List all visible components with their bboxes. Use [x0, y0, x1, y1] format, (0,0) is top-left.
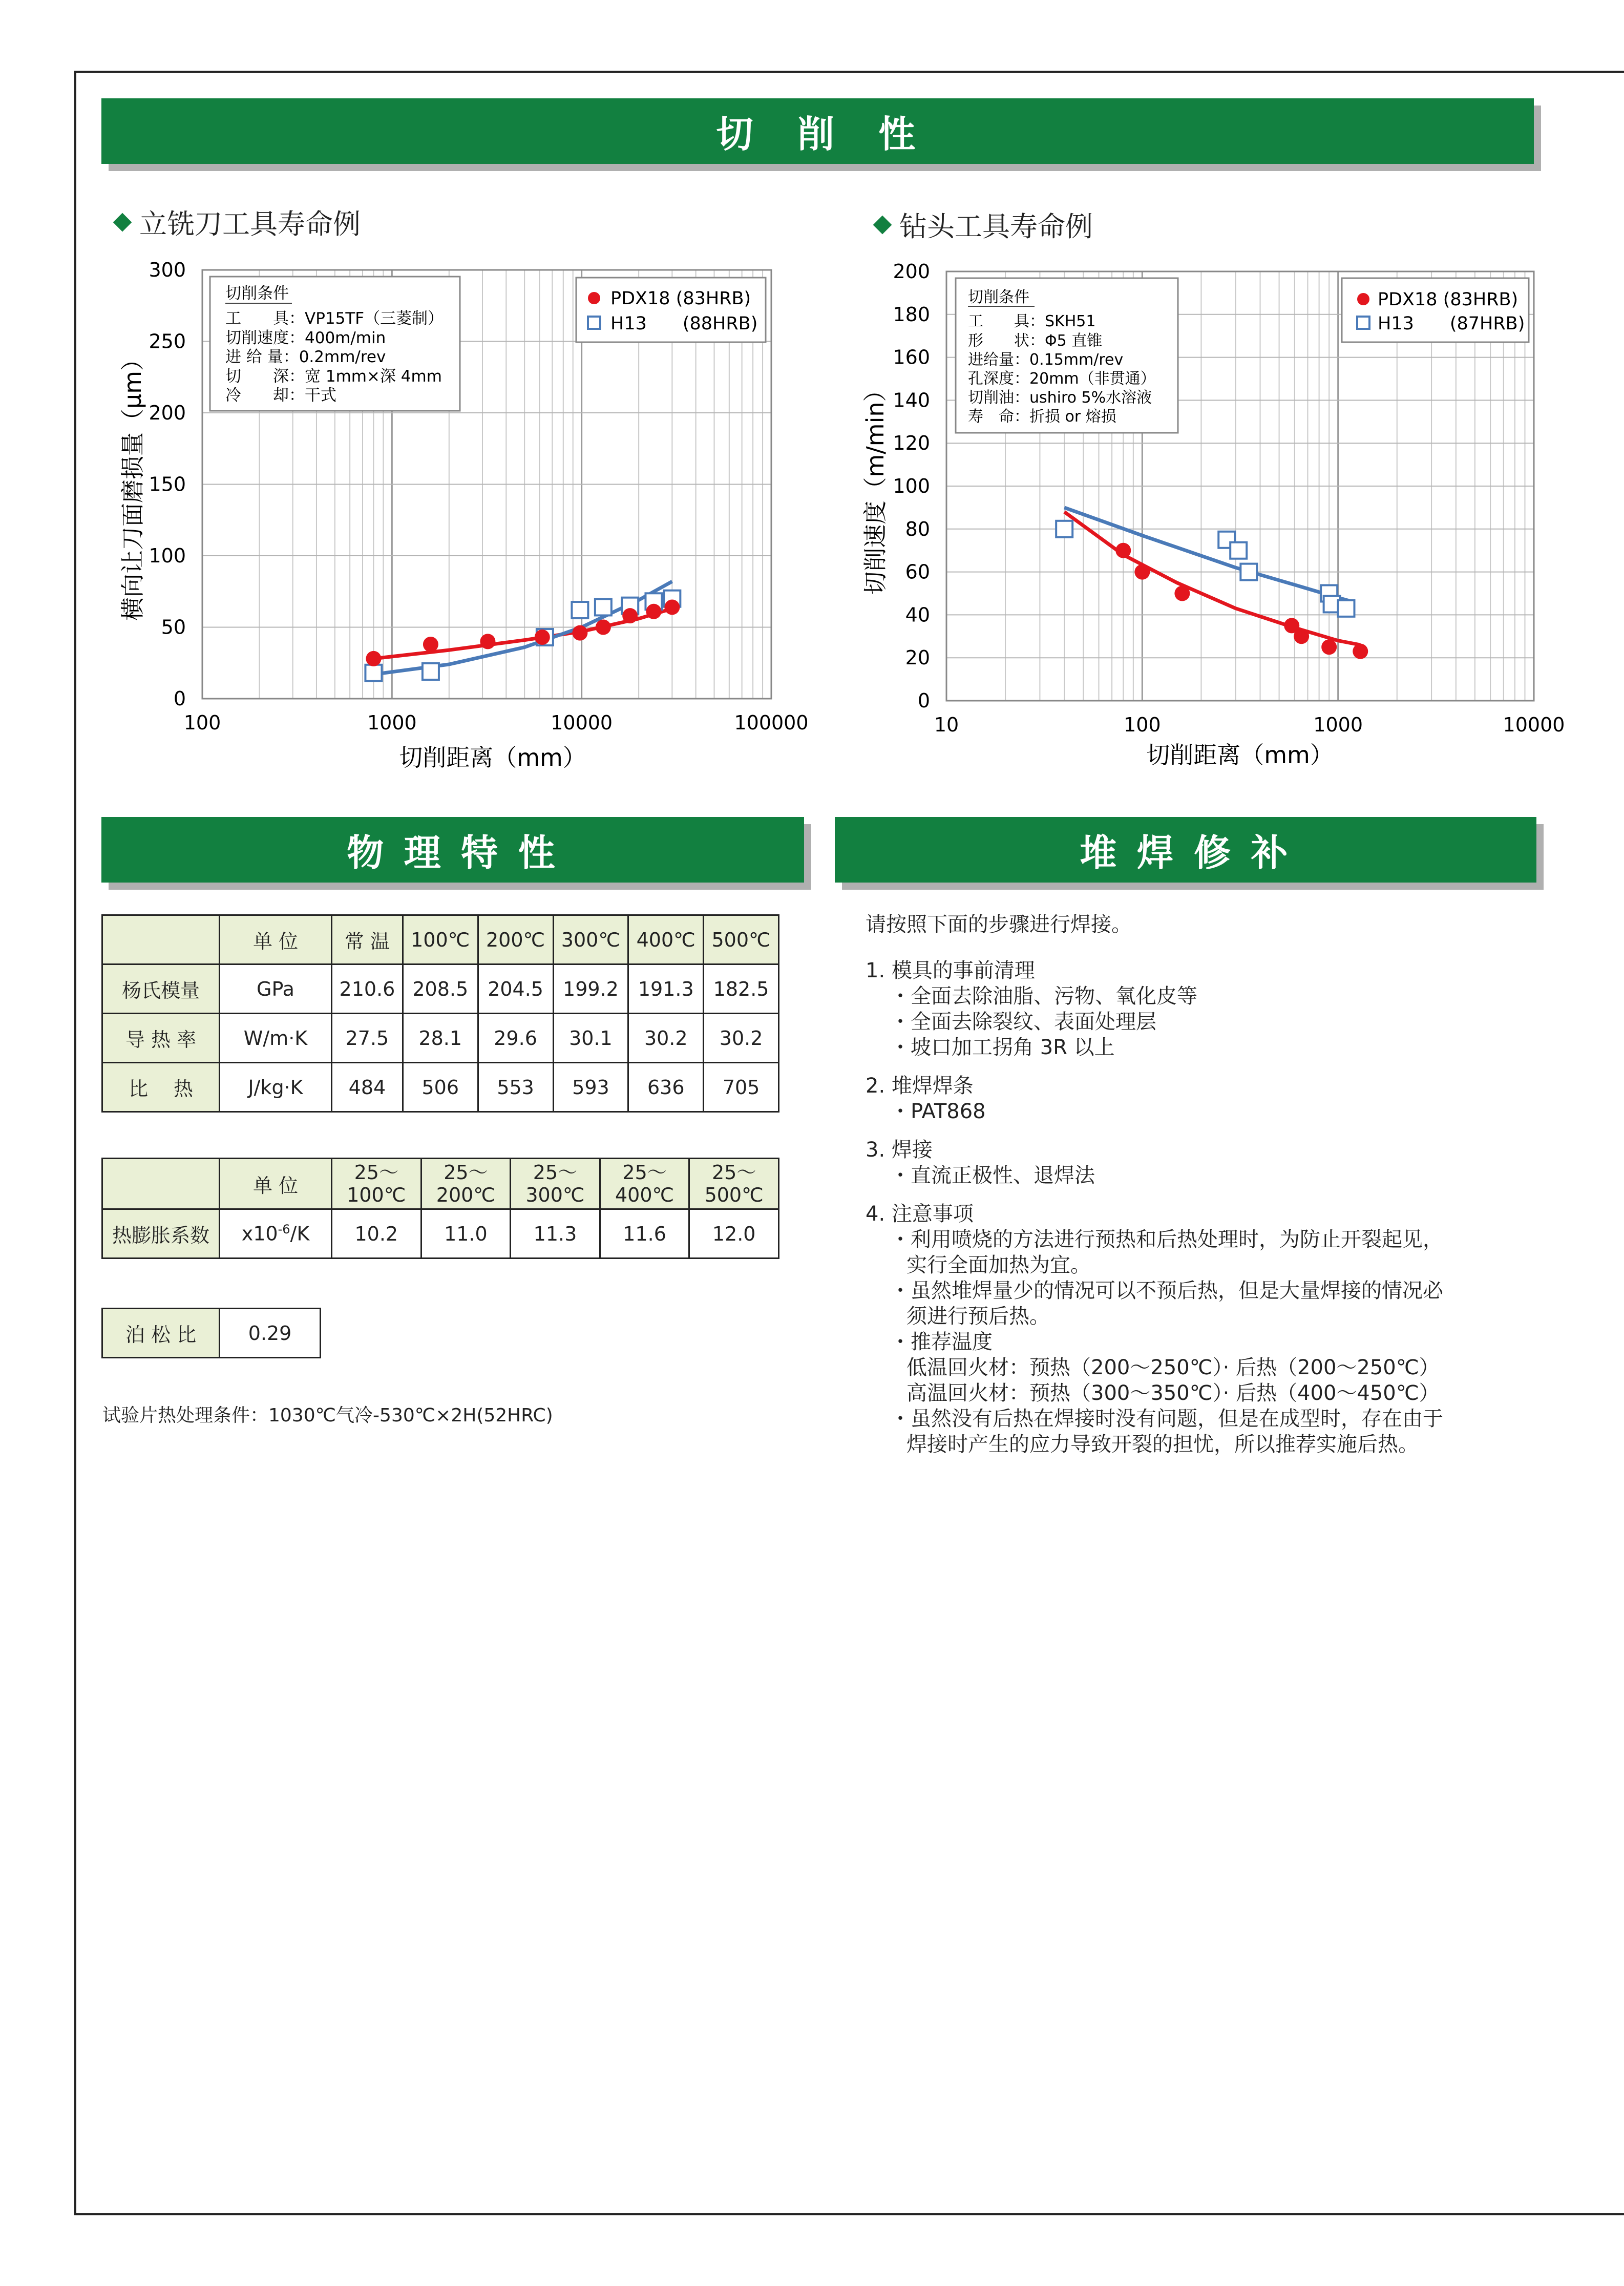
table-row [102, 1309, 321, 1358]
welding-item: ・全面去除油脂、污物、氧化皮等 [890, 984, 1197, 1008]
cutting-band: 切 削 性 [101, 98, 1534, 164]
table1-header-row [102, 915, 779, 964]
heat-treatment-note: 试验片热处理条件：1030℃气冷-530℃×2H(52HRC) [102, 1405, 553, 1426]
welding-item: ・全面去除裂纹、表面处理层 [890, 1010, 1156, 1034]
chart2-fits [1064, 508, 1360, 645]
table3-label: 泊 松 比 [102, 1309, 220, 1358]
c2-ytick-label: 100 [893, 475, 930, 497]
table1-cell: 208.5 [403, 964, 478, 1014]
table2-cell: 11.6 [600, 1209, 689, 1259]
c2-ytick-label: 160 [893, 346, 930, 369]
table2-header-bottom: 400℃ [615, 1184, 674, 1206]
chart2-condition-4: 切削油：ushiro 5%水溶液 [968, 389, 1152, 407]
table2-header-cell [332, 1159, 421, 1209]
welding-item: ・利用喷烧的方法进行预热和后热处理时，为防止开裂起见， [890, 1228, 1443, 1251]
chart2-legend-pdx: PDX18 (83HRB) [1378, 289, 1518, 310]
c1-xtick-label: 1000 [367, 711, 417, 734]
welding-step-2: 2. 堆焊焊条 [866, 1074, 974, 1098]
welding-item: ・坡口加工拐角 3R 以上 [890, 1036, 1115, 1059]
table2-header-unit: 单 位 [220, 1159, 332, 1209]
c2-h13-point [1338, 600, 1354, 617]
chart2-condition-3: 孔深度：20mm（非贯通） [968, 370, 1156, 388]
table2-header-top: 25～ [712, 1161, 756, 1184]
table1-cell: 210.6 [332, 964, 403, 1014]
chart2-condition-0: 工 具：SKH51 [968, 312, 1096, 330]
table1-cell: 636 [628, 1063, 704, 1112]
table1-cell: GPa [220, 964, 332, 1014]
table2-row-label: 热膨胀系数 [102, 1209, 220, 1259]
chart2-ylabel: 切削速度（m/min） [861, 378, 889, 595]
table1-cell: 506 [403, 1063, 478, 1112]
chart1-condition-3: 切 深：宽 1mm×深 4mm [225, 367, 442, 386]
table1-cell: 553 [478, 1063, 553, 1112]
chart1-condition-1: 切削速度：400m/min [225, 329, 386, 347]
chart1-conditions-title: 切削条件 [225, 284, 289, 303]
c1-ytick-label: 250 [149, 330, 186, 353]
welding-text [866, 912, 1583, 1457]
table2-header-top: 25～ [354, 1161, 398, 1184]
chart1-subtitle-text: 立铣刀工具寿命例 [139, 208, 361, 240]
welding-item-cont: 低温回火材：预热（200～250℃）· 后热（200～250℃） [906, 1356, 1440, 1379]
table2-header-cell [600, 1159, 689, 1209]
table2-cell: 12.0 [689, 1209, 779, 1259]
chart1-legend-pdx: PDX18 (83HRB) [610, 288, 751, 309]
physical-band: 物 理 特 性 [101, 817, 804, 883]
table1-row-label: 比 热 [102, 1063, 220, 1112]
c2-pdx18-point [1115, 543, 1131, 558]
table2-cell: 10.2 [332, 1209, 421, 1259]
table1-header-cell [102, 915, 220, 964]
table1-cell: 30.2 [704, 1014, 779, 1063]
c2-ytick-label: 120 [893, 432, 930, 455]
welding-item: ・直流正极性、退焊法 [890, 1164, 1095, 1187]
table1-header-cell: 200℃ [478, 915, 553, 964]
c1-ytick-label: 300 [149, 259, 186, 281]
welding-intro: 请按照下面的步骤进行焊接。 [866, 913, 1132, 936]
welding-item: ・虽然堆焊量少的情况可以不预后热，但是大量焊接的情况必 [890, 1279, 1443, 1303]
chart2-condition-1: 形 状：Φ5 直锥 [968, 332, 1103, 350]
chart2-conditions-title: 切削条件 [968, 288, 1029, 306]
chart2-subtitle-text: 钻头工具寿命例 [899, 211, 1093, 243]
table1-cell: 30.2 [628, 1014, 704, 1063]
table1-header-cell: 常 温 [332, 915, 403, 964]
table1-cell: 705 [704, 1063, 779, 1112]
table2-header-cell [689, 1159, 779, 1209]
c2-ytick-label: 180 [893, 303, 930, 326]
c1-ytick-label: 200 [149, 402, 186, 424]
frame-bottom [74, 2213, 1624, 2215]
chart2-legend-h13: H13 (87HRB) [1378, 313, 1525, 334]
table1-cell: 182.5 [704, 964, 779, 1014]
table1-header-cell: 400℃ [628, 915, 704, 964]
chart1-legend-h13: H13 (88HRB) [610, 313, 758, 334]
table2-unit-cell [220, 1209, 332, 1259]
c2-ytick-label: 140 [893, 389, 930, 412]
table2-header-row [102, 1159, 779, 1209]
chart1-ylabel: 横向让刀面磨损量（μm） [119, 347, 146, 621]
chart2 [0, 0, 1624, 799]
table1-cell: 191.3 [628, 964, 704, 1014]
welding-step-3: 3. 焊接 [866, 1138, 933, 1162]
table1-cell: 593 [553, 1063, 628, 1112]
welding-item-cont: 高温回火材：预热（300～350℃）· 后热（400～450℃） [906, 1381, 1440, 1405]
poisson-table [101, 1308, 321, 1358]
c2-pdx18-point [1353, 644, 1368, 659]
table1-header-cell: 300℃ [553, 915, 628, 964]
table2-header-bottom: 100℃ [347, 1184, 406, 1206]
table3-value: 0.29 [220, 1309, 321, 1358]
welding-item: ・推荐温度 [890, 1330, 993, 1354]
c2-ytick-label: 200 [893, 260, 930, 283]
chart1-condition-2: 进 给 量：0.2mm/rev [225, 348, 386, 366]
chart2-legend-h13-marker [1357, 317, 1369, 329]
c2-h13-point [1056, 521, 1072, 537]
c2-pdx18-point [1134, 564, 1150, 580]
table2-header-cell [511, 1159, 600, 1209]
c1-ytick-label: 100 [149, 544, 186, 567]
c1-xtick-label: 100000 [734, 711, 809, 734]
table1-cell: 204.5 [478, 964, 553, 1014]
table-row [102, 1063, 779, 1112]
c1-ytick-label: 0 [173, 687, 186, 710]
welding-item-cont: 实行全面加热为宜。 [906, 1253, 1091, 1277]
table1-row-label: 杨氏模量 [102, 964, 220, 1014]
c1-ytick-label: 150 [149, 473, 186, 496]
table2-header-top: 25～ [533, 1161, 578, 1184]
welding-step-1: 1. 模具的事前清理 [866, 959, 1035, 982]
c2-xtick-label: 10 [934, 714, 959, 736]
table1-header-cell: 单 位 [220, 915, 332, 964]
c2-pdx18-point [1294, 628, 1309, 644]
c2-ytick-label: 60 [905, 560, 930, 583]
c1-xtick-label: 100 [183, 711, 221, 734]
physical-properties-table [101, 914, 779, 1113]
chart1-condition-4: 冷 却：干式 [225, 386, 336, 405]
table1-cell: 484 [332, 1063, 403, 1112]
table1-cell: J/kg·K [220, 1063, 332, 1112]
table1-cell: 28.1 [403, 1014, 478, 1063]
table1-cell: W/m·K [220, 1014, 332, 1063]
table2-header-cell [421, 1159, 511, 1209]
c1-ytick-label: 50 [161, 616, 186, 639]
welding-item-cont: 须进行预后热。 [906, 1305, 1050, 1328]
welding-item: ・虽然没有后热在焊接时没有问题，但是在成型时，存在由于 [890, 1407, 1443, 1431]
table1-cell: 30.1 [553, 1014, 628, 1063]
c2-ytick-label: 20 [905, 646, 930, 669]
c2-pdx18-point [1321, 639, 1337, 655]
thermal-expansion-table [101, 1158, 779, 1259]
c1-xtick-label: 10000 [551, 711, 613, 734]
welding-item: ・PAT868 [890, 1100, 986, 1123]
c2-pdx18-point [1174, 586, 1190, 601]
welding-item-cont: 焊接时产生的应力导致开裂的担忧，所以推荐实施后热。 [906, 1433, 1419, 1456]
table-row [102, 1014, 779, 1063]
table1-row-label: 导 热 率 [102, 1014, 220, 1063]
welding-step-4: 4. 注意事项 [866, 1202, 974, 1226]
unit-base: x10 [241, 1222, 278, 1245]
table1-header-cell: 500℃ [704, 915, 779, 964]
chart2-condition-2: 进给量：0.15mm/rev [968, 351, 1124, 369]
c2-ytick-label: 80 [905, 517, 930, 540]
table1-cell: 199.2 [553, 964, 628, 1014]
welding-band: 堆 焊 修 补 [835, 817, 1536, 883]
c2-fit-pdx18 [1064, 512, 1360, 645]
chart2-legend-pdx-marker [1357, 293, 1369, 305]
unit-tail: /K [290, 1222, 310, 1245]
table1-header-cell: 100℃ [403, 915, 478, 964]
table2-header-top: 25～ [444, 1161, 488, 1184]
c2-h13-point [1240, 564, 1257, 580]
table2-header-top: 25～ [622, 1161, 667, 1184]
table2-cell: 11.0 [421, 1209, 511, 1259]
chart1-condition-0: 工 具：VP15TF（三菱制） [225, 309, 444, 328]
chart2-xlabel: 切削距离（mm） [1146, 741, 1334, 769]
table2-header-bottom: 300℃ [525, 1184, 585, 1206]
c2-xtick-label: 100 [1124, 714, 1161, 736]
unit-sup: -6 [278, 1222, 290, 1237]
table1-cell: 29.6 [478, 1014, 553, 1063]
c2-ytick-label: 40 [905, 603, 930, 626]
c2-xtick-label: 10000 [1503, 714, 1565, 736]
chart2-condition-5: 寿 命：折损 or 熔损 [968, 408, 1116, 426]
table2-cell: 11.3 [511, 1209, 600, 1259]
table2-header-bottom: 200℃ [436, 1184, 495, 1206]
table1-cell: 27.5 [332, 1014, 403, 1063]
table-row [102, 964, 779, 1014]
table2-header-empty [102, 1159, 220, 1209]
c2-ytick-label: 0 [917, 689, 930, 712]
table-row [102, 1209, 779, 1259]
c2-xtick-label: 1000 [1313, 714, 1363, 736]
c2-h13-point [1230, 542, 1247, 559]
chart1-xlabel: 切削距离（mm） [399, 744, 586, 771]
table2-header-bottom: 500℃ [704, 1184, 764, 1206]
c2-fit-h13 [1064, 508, 1354, 602]
